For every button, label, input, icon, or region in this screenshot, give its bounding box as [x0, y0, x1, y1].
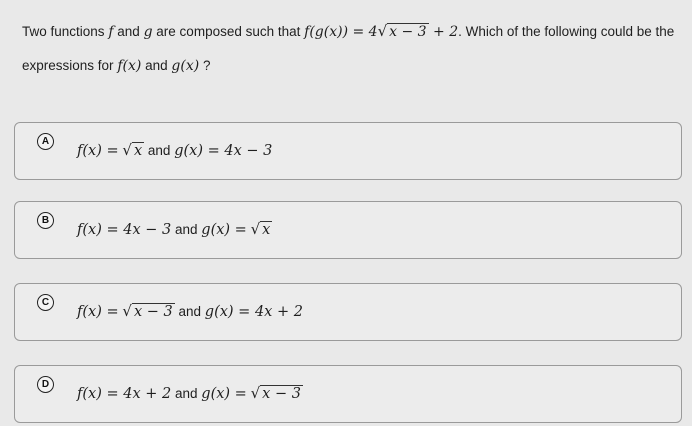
- choice-d-f-expr: f(x) = 4x + 2: [77, 386, 172, 402]
- function-g-symbol: g: [143, 24, 153, 40]
- question-prompt: . Which of the following could be the expressions for: [22, 24, 675, 73]
- choice-c-letter-badge: C: [37, 294, 54, 311]
- choice-c-f-lhs: f(x) =: [77, 304, 119, 320]
- choice-a-f-radicand: x: [133, 143, 143, 159]
- choice-b-g-sqrt: [251, 220, 273, 238]
- composition-lhs: f(g(x)) = 4: [304, 24, 378, 40]
- choice-b-g-radicand: x: [262, 222, 271, 238]
- choice-c-f-radicand: x − 3: [133, 304, 173, 320]
- choice-d[interactable]: [14, 365, 682, 423]
- choice-d-joiner: and: [175, 386, 198, 401]
- choice-a-f-sqrt: [122, 141, 144, 159]
- fx-symbol: f(x): [117, 58, 142, 74]
- choice-a-text: [77, 141, 272, 159]
- choice-a-letter-badge: A: [37, 133, 54, 150]
- gx-symbol: g(x): [171, 58, 200, 74]
- choice-b[interactable]: [14, 201, 682, 259]
- composition-rhs: + 2: [433, 24, 459, 40]
- choice-d-g-sqrt: [251, 384, 303, 402]
- choice-c-joiner: and: [178, 304, 202, 319]
- composition-expression: [304, 24, 458, 40]
- question-intro: Two functions: [22, 24, 105, 39]
- choice-b-joiner: and: [175, 222, 198, 237]
- choice-c-text: [77, 302, 303, 320]
- question-middle: are composed such that: [156, 24, 301, 39]
- radical-sign-icon: √: [250, 220, 261, 238]
- question-end: ?: [202, 58, 211, 73]
- choice-c[interactable]: [14, 283, 682, 341]
- choice-b-letter-badge: B: [37, 212, 54, 229]
- choice-d-letter-badge: D: [37, 376, 54, 393]
- question-and2: and: [145, 58, 168, 73]
- choice-a-joiner: and: [147, 143, 171, 158]
- question-text: [22, 14, 682, 83]
- choice-b-text: [77, 220, 272, 238]
- radical-sign-icon: √: [122, 141, 132, 159]
- choice-a-f-lhs: f(x) =: [77, 143, 119, 159]
- radical-sign-icon: √: [250, 384, 261, 402]
- composition-radicand: x − 3: [389, 24, 427, 40]
- question-and: and: [117, 24, 140, 39]
- choice-b-f-expr: f(x) = 4x − 3: [77, 222, 172, 238]
- radical-sign-icon: √: [377, 22, 388, 40]
- choice-a[interactable]: [14, 122, 682, 180]
- choice-d-g-lhs: g(x) =: [201, 386, 247, 402]
- choice-c-g-expr: g(x) = 4x + 2: [204, 304, 303, 320]
- choice-d-text: [77, 384, 303, 402]
- function-f-symbol: f: [108, 24, 114, 40]
- radical-sign-icon: √: [122, 302, 132, 320]
- composition-sqrt: [378, 14, 429, 49]
- choice-b-g-lhs: g(x) =: [201, 222, 247, 238]
- choice-a-g-expr: g(x) = 4x − 3: [174, 143, 273, 159]
- choice-d-g-radicand: x − 3: [262, 386, 301, 402]
- choice-c-f-sqrt: [122, 302, 174, 320]
